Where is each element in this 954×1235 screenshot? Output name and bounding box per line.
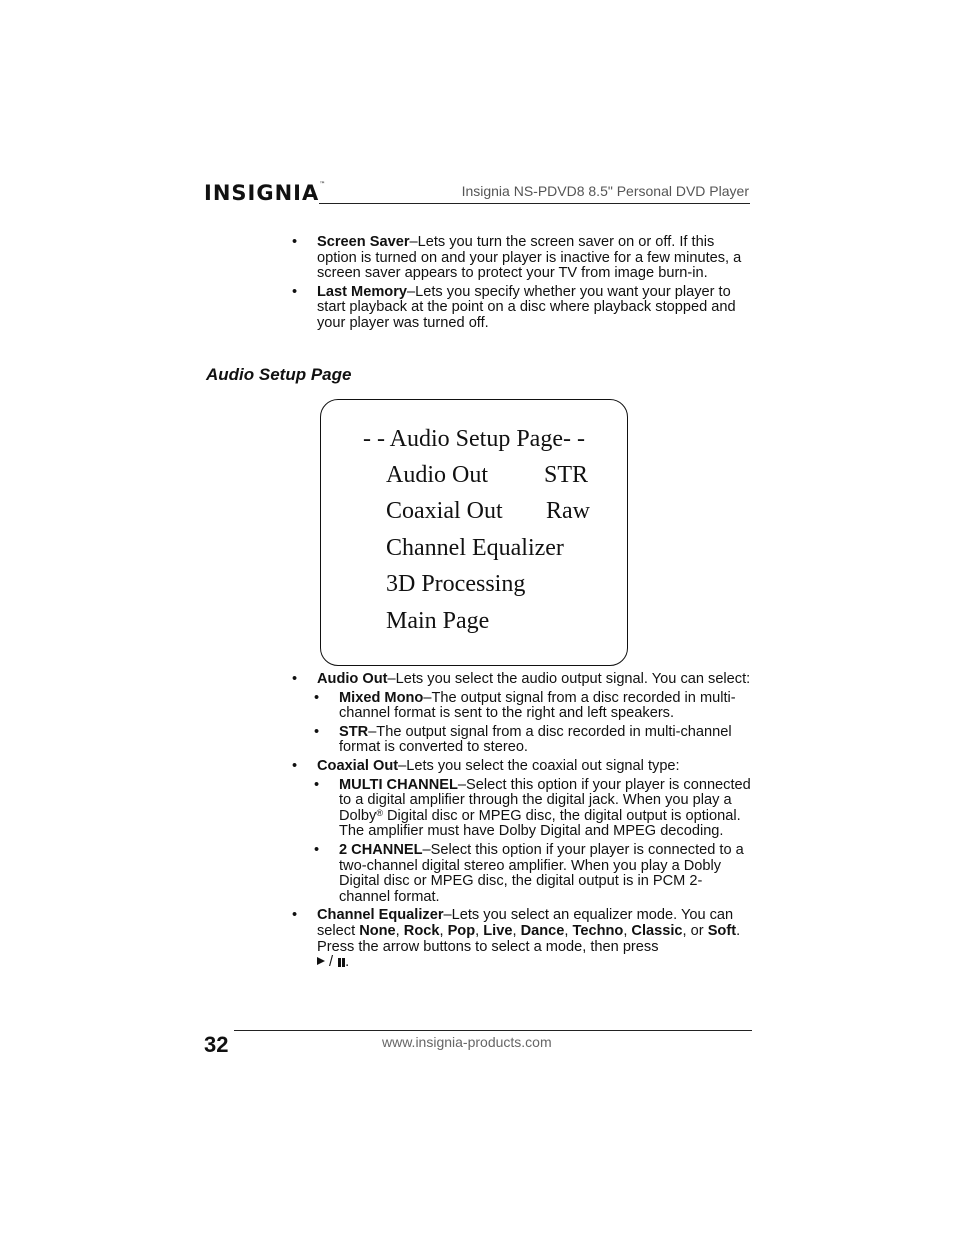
item-term: Audio Out <box>317 671 388 687</box>
item-text: –The output signal from a disc recorded in multi-channel format is sent to the right and left speakers. <box>339 689 736 722</box>
item-text: –Select this option if your player is connected to a two-channel digital stereo amplifier. When you play a Dobly Digital disc or MPEG disc, the digital output is in PCM 2-channel format. <box>339 841 744 905</box>
bullet: • <box>314 841 320 858</box>
osd-row <box>386 460 589 490</box>
eq-mode: Dance <box>520 922 565 939</box>
osd-row-label: 3D Processing <box>386 571 526 597</box>
bullet: • <box>292 234 298 250</box>
osd-row-value: Raw <box>546 498 590 524</box>
osd-title: - - Audio Setup Page- - <box>363 426 585 452</box>
item-text: –Lets you select the coaxial out signal type: <box>398 757 680 774</box>
item-term: Mixed Mono <box>339 689 424 706</box>
separator: , or <box>682 922 708 939</box>
item-text: –The output signal from a disc recorded in multi-channel format is converted to stereo. <box>339 723 732 756</box>
list-item <box>292 672 752 688</box>
bullet: • <box>292 757 298 774</box>
sub-list-item <box>292 778 752 840</box>
item-text: –Lets you select the audio output signal. You can select: <box>387 671 751 687</box>
osd-row <box>386 533 564 563</box>
osd-row-value: STR <box>544 462 589 488</box>
item-text: . <box>345 954 350 971</box>
play-icon <box>317 957 325 965</box>
sub-list-item <box>292 843 752 905</box>
bullet: • <box>314 689 320 706</box>
insignia-logo: INSIGNIA™ <box>204 181 327 205</box>
item-term: STR <box>339 723 369 740</box>
item-term: Last Memory <box>317 283 408 300</box>
eq-mode: Rock <box>403 922 440 939</box>
sub-list-item <box>292 725 752 756</box>
separator: , <box>512 922 521 939</box>
eq-mode: Soft <box>707 922 737 939</box>
separator: , <box>564 922 573 939</box>
item-text: Digital disc or MPEG disc, the digital output is optional. The amplifier must have Dolby Digital and MPEG decoding. <box>339 807 741 840</box>
separator: , <box>475 922 484 939</box>
page-number: 32 <box>204 1032 229 1057</box>
audio-options-list <box>292 672 752 974</box>
header-rule <box>319 203 750 204</box>
osd-row-label: Channel Equalizer <box>386 535 564 561</box>
separator: , <box>395 922 404 939</box>
item-text: . Press the arrow buttons to select a mode, then press <box>317 922 741 955</box>
bullet: • <box>314 776 320 793</box>
list-item <box>292 908 752 970</box>
item-text: –Select this option if your player is connected to a digital amplifier through the digital jack. When you play a Dolby <box>339 776 751 824</box>
pause-icon <box>337 958 345 967</box>
eq-mode: None <box>359 922 396 939</box>
item-term: 2 CHANNEL <box>339 841 423 858</box>
item-term: Channel Equalizer <box>317 907 444 924</box>
osd-row <box>386 569 525 599</box>
separator: / <box>325 954 338 971</box>
item-text: –Lets you turn the screen saver on or off. If this option is turned on and your player is inactive for a few minutes, a screen saver appears to protect your TV from image burn-in. <box>317 234 742 282</box>
item-term: Screen Saver <box>317 234 410 250</box>
intro-list <box>292 235 752 335</box>
osd-row-label: Audio Out <box>386 462 488 488</box>
eq-mode: Live <box>483 922 513 939</box>
list-item <box>292 759 752 775</box>
osd-screen <box>320 399 628 666</box>
eq-mode: Classic <box>631 922 683 939</box>
separator: , <box>623 922 632 939</box>
osd-row <box>386 496 590 526</box>
bullet: • <box>292 283 298 300</box>
item-text: –Lets you specify whether you want your player to start playback at the point on a disc where playback stopped and your player was turned off. <box>317 283 736 331</box>
section-title: Audio Setup Page <box>206 365 352 384</box>
header-title: Insignia NS-PDVD8 8.5" Personal DVD Player <box>461 183 749 199</box>
footer-url: www.insignia-products.com <box>382 1034 552 1050</box>
item-term: MULTI CHANNEL <box>339 776 458 793</box>
osd-row-label: Coaxial Out <box>386 498 503 524</box>
item-term: Coaxial Out <box>317 757 399 774</box>
sub-list-item <box>292 691 752 722</box>
eq-mode: Pop <box>447 922 476 939</box>
eq-mode: Techno <box>572 922 624 939</box>
list-item <box>292 285 752 332</box>
separator: , <box>439 922 448 939</box>
footer-rule <box>234 1030 752 1031</box>
osd-row <box>386 606 489 636</box>
list-item <box>292 235 752 282</box>
registered-mark: ® <box>376 807 383 818</box>
item-text: –Lets you select an equalizer mode. You can select <box>317 907 734 939</box>
osd-row-label: Main Page <box>386 608 490 634</box>
bullet: • <box>292 907 298 924</box>
bullet: • <box>292 671 298 687</box>
bullet: • <box>314 723 320 740</box>
